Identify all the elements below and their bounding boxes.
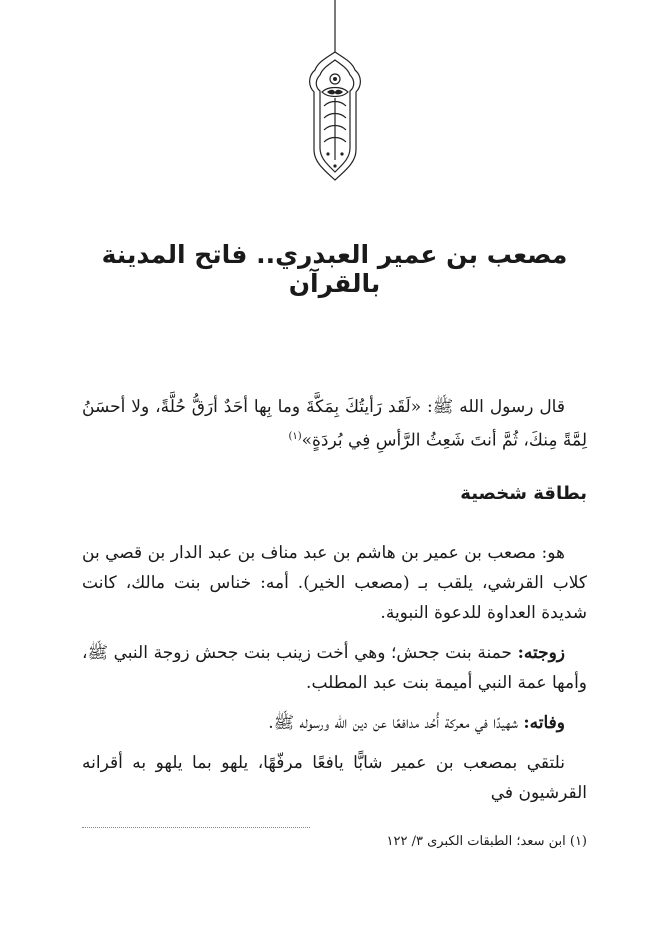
bio-intro: هو: مصعب بن عمير بن هاشم بن عبد مناف بن عبد الدار بن قصي بن كلاب القرشي، يلقب بـ (مصعب الخير). أمه: خناس بنت مالك، كانت شديدة العداوة للدعوة النبوية. [82, 543, 587, 623]
section-heading: بطاقة شخصية [460, 483, 587, 504]
footnote-divider [82, 827, 310, 828]
hanging-lantern-ornament [300, 0, 370, 190]
footnote-reference[interactable]: (١) [288, 431, 302, 442]
death-text: شهيدًا في معركة أُحُد مدافعًا عن دين الله ورسوله ﷺ. [268, 713, 518, 733]
footnote-number: (١) [569, 834, 587, 849]
bio-continuation: نلتقي بمصعب بن عمير شابًّا يافعًا مرفّهًا، يلهو بما يلهو به أقرانه القرشيون في [82, 753, 587, 803]
wife-text: حمنة بنت جحش؛ وهي أخت زينب بنت جحش زوجة النبي ﷺ، وأمها عمة النبي أميمة بنت عبد المطلب. [82, 643, 587, 693]
hadith-text: قال رسول الله ﷺ: «لَقَد رَأيتُكَ بِمَكَّةَ وما بِها أحَدٌ أرَقُّ حُلَّةً، ولا أحسَنُ لِمَّةً مِنكَ، ثُمَّ أنتَ شَعِثُ الرَّأسِ فِي بُردَةٍ» [82, 397, 587, 451]
hadith-quote [82, 392, 587, 456]
footnote [82, 834, 587, 849]
biography-card [82, 538, 587, 818]
bio-wife [82, 638, 587, 698]
bio-death [82, 708, 587, 738]
chapter-title: مصعب بن عمير العبدري.. فاتح المدينة بالقرآن [101, 240, 568, 298]
wife-label: زوجته: [517, 643, 566, 663]
death-label: وفاته: [523, 713, 565, 733]
footnote-text: ابن سعد؛ الطبقات الكبرى ٣/ ١٢٢ [386, 834, 566, 849]
